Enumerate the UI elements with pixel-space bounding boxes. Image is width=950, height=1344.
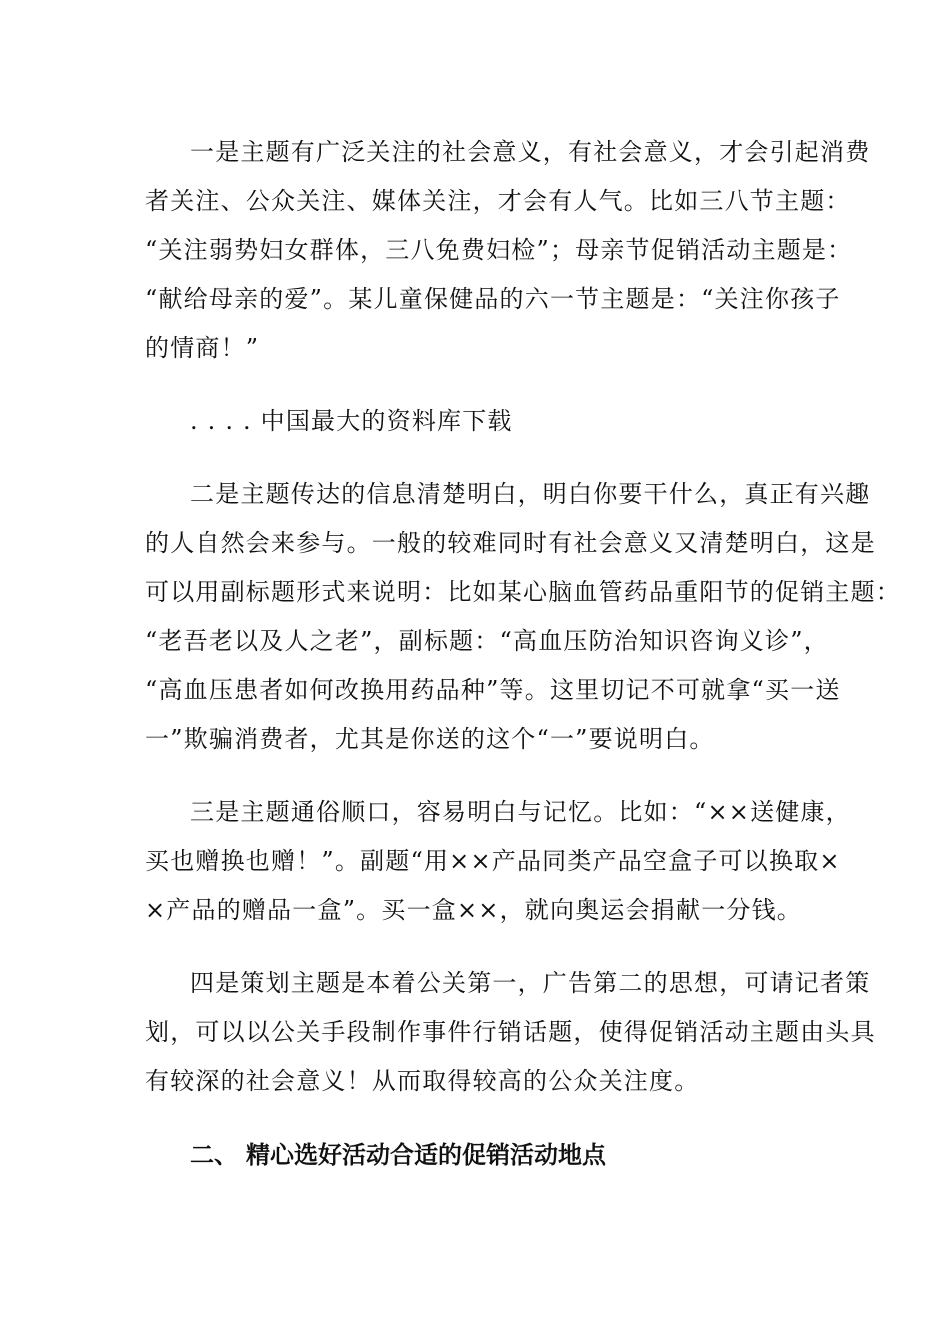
text-line: 的人自然会来参与。一般的较难同时有社会意义又清楚明白，这是 xyxy=(145,529,876,557)
paragraph-theme-pr-first xyxy=(145,959,876,1106)
text-line: “高血压患者如何改换用药品种”等。这里切记不可就拿“买一送 xyxy=(145,676,841,704)
text-line: . . . . 中国最大的资料库下载 xyxy=(190,407,513,435)
text-line: “献给母亲的爱”。某儿童保健品的六一节主题是：“关注你孩子 xyxy=(145,285,841,313)
text-line: 可以用副标题形式来说明：比如某心脑血管药品重阳节的促销主题： xyxy=(145,578,901,606)
paragraph-theme-catchy xyxy=(145,788,851,935)
text-line: 有较深的社会意义！从而取得较高的公众关注度。 xyxy=(145,1067,700,1095)
text-line: 买也赠换也赠！”。副题“用××产品同类产品空盒子可以换取× xyxy=(145,847,841,875)
section-number: 二、 xyxy=(190,1140,238,1169)
section-title: 精心选好活动合适的促销活动地点 xyxy=(246,1140,606,1169)
text-line: 二是主题传达的信息清楚明白，明白你要干什么，真正有兴趣 xyxy=(190,480,871,508)
document-page xyxy=(145,128,901,1179)
paragraph-theme-social-meaning xyxy=(145,128,871,373)
text-line: “关注弱势妇女群体，三八免费妇检”；母亲节促销活动主题是： xyxy=(145,236,853,264)
text-line: 四是策划主题是本着公关第一，广告第二的思想，可请记者策 xyxy=(190,969,871,997)
text-line: 三是主题通俗顺口，容易明白与记忆。比如：“××送健康， xyxy=(190,798,851,826)
text-line: 者关注、公众关注、媒体关注，才会有人气。比如三八节主题： xyxy=(145,187,851,215)
text-line: ×产品的赠品一盒”。买一盒××，就向奥运会捐献一分钱。 xyxy=(145,896,802,924)
paragraph-download-note xyxy=(145,397,800,446)
text-line: 一”欺骗消费者，尤其是你送的这个“一”要说明白。 xyxy=(145,725,715,753)
text-line: “老吾老以及人之老”，副标题：“高血压防治知识咨询义诊”， xyxy=(145,627,829,655)
text-line: 的情商！” xyxy=(145,334,260,362)
text-line: 一是主题有广泛关注的社会意义，有社会意义，才会引起消费 xyxy=(190,138,871,166)
text-line: 划，可以以公关手段制作事件行销话题，使得促销活动主题由头具 xyxy=(145,1018,876,1046)
paragraph-theme-clear-message xyxy=(145,470,901,764)
section-heading xyxy=(145,1130,800,1179)
